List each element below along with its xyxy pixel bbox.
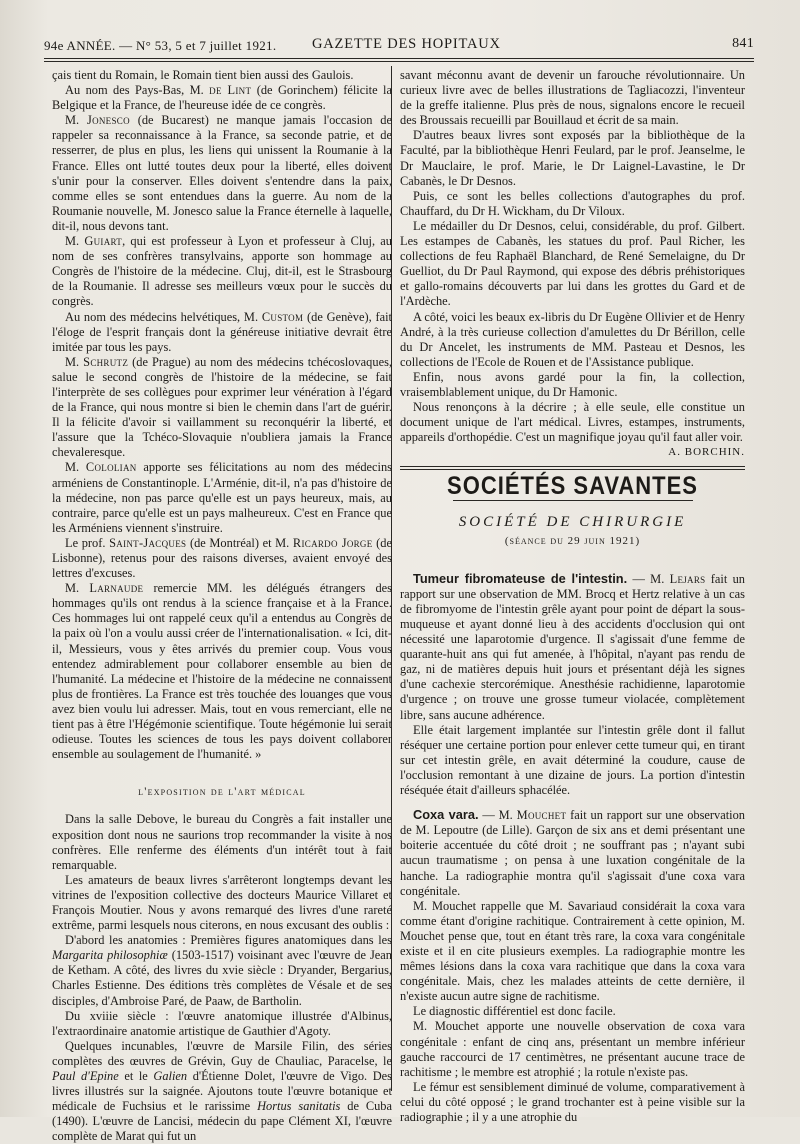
- paragraph: D'abord les anatomies : Premières figures anatomiques dans les Margarita philosophiæ (1503-1517) voisinant avec l'œuvre de Jean de Ketham. A côté, des livres du xvie siècle : Dryander, Bergarius, Charles Estienne. Des éditions très complètes de Vésale et de ses disciples, d'Ambroise Paré, de Paaw, de Bartholin.: [52, 933, 392, 1008]
- paragraph: M. Cololian apporte ses félicitations au nom des médecins arméniens de Constantinople. L'Arménie, dit-il, n'a pas d'histoire de la médecine, non pas parce qu'elle est un pays heureux, mais, au contraire, parce qu'elle est un pays malheureux. C'est en France que les Arméniens viennent s'instruire.: [52, 460, 392, 535]
- header-rule: [44, 58, 754, 59]
- paragraph: A côté, voici les beaux ex-libris du Dr Eugène Ollivier et de Henry André, à la très curieuse collection d'amulettes du Dr Bérillon, celle du Dr Ancelet, les instruments de MM. Pasteau et Desnos, les collections de l'Ecole de Rouen et de l'Assistance publique.: [400, 309, 745, 369]
- person-name: Ricardo Jorge: [292, 535, 373, 550]
- paragraph: Puis, ce sont les belles collections d'autographes du prof. Chauffard, du Dr H. Wickham, du Dr Viloux.: [400, 188, 745, 218]
- person-name: Cololian: [85, 460, 137, 475]
- person-name: de Lint: [209, 83, 252, 98]
- section-rule: [400, 466, 745, 467]
- person-name: Guiart: [84, 234, 123, 249]
- person-name: Larnaude: [89, 581, 144, 596]
- page-number: 841: [732, 36, 754, 51]
- paragraph: Au nom des médecins helvétiques, M. Custom (de Genève), fait l'éloge de l'esprit français dont la généreuse initiative devrait être imitée par tous les pays.: [52, 309, 392, 354]
- paragraph: Elle était largement implantée sur l'intestin grêle dont il fallut réséquer une certaine portion pour enlever cette tumeur qui, en tirant sur cet intestin grêle, en avait déterminé la coudure, cause de l'occlusion remontant à une dizaine de jours. La portion d'intestin réséquée était d'ailleurs sphacélée.: [400, 722, 745, 798]
- paragraph: Le médailler du Dr Desnos, celui, considérable, du prof. Gilbert. Les estampes de Cabanès, les statues du prof. Paul Richer, les collections de feu Raphaël Blanchard, de René Semelaigne, du Dr Guelliot, du Dr Paul Raymond, qui expose des débris préhistoriques et gallo-romains découverts par lui dans les grottes du Gard et de l'Ardèche.: [400, 218, 745, 309]
- paragraph: M. Jonesco (de Bucarest) ne manque jamais l'occasion de rappeler sa reconnaissance à la France, sa seconde patrie, et de resserrer, de plus en plus, les liens qui unissent la Roumanie à la France. Elles ont lutté toutes deux pour la liberté, elles doivent s'unir pour la conserver. Elles doivent s'entendre dans la paix, comme elles se sont entendues dans la guerre. Au nom de la Roumanie nouvelle, M. Jonesco salue la France éternelle à laquelle, dit-il, nous devons tant.: [52, 113, 392, 233]
- article-title: Tumeur fibromateuse de l'intestin.: [413, 570, 628, 586]
- paragraph: M. Larnaude remercie MM. les délégués étrangers des hommages qu'ils ont rendus à la science française et à la France. Ces hommages lui ont rappelé ceux qu'il a entendus au Congrès de la paix où l'on a voulu aussi créer de l'internationalisation. « Ici, dit-il, Messieurs, vous y êtes arrivés du premier coup. Vous vous entendez admirablement pour collaborer ensemble au bien de l'humanité. La médecine et l'histoire de la médecine ne connaissent plus de frontières. La France est très touchée des louanges que vous avez bien voulu lui adresser. Mais, tout en vous remerciant, elle ne tient pas à être l'Hégémonie scientifique. Toute hégémonie lui serait odieuse. Toutes les sciences de tous les pays doivent collaborer ensemble au soulagement de l'humanité. »: [52, 581, 392, 762]
- paragraph: çais tient du Romain, le Romain tient bien aussi des Gaulois.: [52, 68, 354, 82]
- paragraph: Le prof. Saint-Jacques (de Montréal) et M. Ricardo Jorge (de Lisbonne), retenus pour des raisons diverses, avaient envoyé des lettres d'excuses.: [52, 535, 392, 581]
- book-title: Margarita philosophiæ: [52, 948, 168, 963]
- book-title: Paul d'Epine: [52, 1069, 119, 1083]
- paragraph: M. Mouchet apporte une nouvelle observation de coxa vara congénitale : enfant de cinq ans, présentant un membre inférieur gauche raccourci de 17 centimètres, ne présentant aucune trace de rachitisme ; le membre est atrophié ; la rotule n'existe pas.: [400, 1019, 745, 1079]
- person-name: Lejars: [669, 571, 706, 586]
- signature: A. BORCHIN.: [668, 446, 745, 459]
- paragraph: M. Schrutz (de Prague) au nom des médecins tchécoslovaques, salue le second congrès de l'histoire de la médecine, se fait l'interprète de ses collègues pour exprimer leur vénération à l'égard de la France, qui nous montre si bien le chemin dans l'art de guérir. Il la félicite d'avoir si vaillamment su reconquérir la liberté, et l'assure que la Tchéco-Slovaquie n'oubliera jamais la France chevaleresque.: [52, 354, 392, 460]
- paragraph: Au nom des Pays-Bas, M. de Lint (de Gorinchem) félicite la Belgique et la France, de l'heureuse idée de ce congrès.: [52, 83, 392, 113]
- paragraph: Quelques incunables, l'œuvre de Marsile Filin, des séries complètes des œuvres de Grévin, Guy de Chauliac, Paracelse, le Paul d'Epine et le Galien d'Étienne Dolet, l'œuvre de Vigo. Des livres illustrés sur la saignée. Ajoutons toute l'œuvre botanique et médicale de Fuchsius et le rarissime Hortus sanitatis de Cuba (1490). L'œuvre de Lancisi, médecin du pape Clément XI, l'œuvre complète de Marat qui fut un: [52, 1038, 393, 1144]
- paragraph: D'autres beaux livres sont exposés par la bibliothèque de la Faculté, par la bibliothèque Henri Feulard, par le prof. Jeanselme, le Dr Mauclaire, le prof. Marie, le Dr Laignel-Lavastine, le Dr Cabanès, le Dr Desnos.: [400, 128, 745, 188]
- person-name: Jonesco: [86, 113, 130, 128]
- person-name: Saint-Jacques: [109, 535, 187, 550]
- issue-info: 94e ANNÉE. — N° 53, 5 et 7 juillet 1921.: [44, 38, 277, 53]
- paragraph: savant méconnu avant de devenir un farouche révolutionnaire. Un curieux livre avec de belles illustrations de Tagliacozzi, l'inventeur de la greffe italienne. Plus près de nous, signalons encore le recueil des Broussais recueilli par Bouillaud et écrit de sa main.: [400, 68, 745, 128]
- person-name: Schrutz: [83, 354, 129, 369]
- session-date: (séance du 29 juin 1921): [504, 534, 641, 547]
- paragraph: Dans la salle Debove, le bureau du Congrès a fait installer une exposition dont nous ne saurions trop recommander la visite à nos confrères. Elle renferme des éléments d'un intérêt tout à fait remarquable.: [52, 812, 392, 872]
- left-column: [52, 68, 392, 1144]
- person-name: Mouchet: [516, 808, 567, 823]
- book-title: Galien: [153, 1069, 188, 1083]
- paragraph: M. Guiart, qui est professeur à Lyon et professeur à Cluj, au nom de ses confrères transylvains, apporte son hommage au Congrès de l'histoire de la médecine. Cluj, dit-il, est le Strasbourg de la Roumanie. Il adresse ses meilleurs vœux pour le succès du congrès.: [52, 234, 393, 309]
- paragraph: Du xviiie siècle : l'œuvre anatomique illustrée d'Albinus, l'extraordinaire anatomie artistique de Gauthier d'Agoty.: [52, 1008, 392, 1038]
- paragraph: Tumeur fibromateuse de l'intestin. — M. Lejars fait un rapport sur une observation de MM. Brocq et Hertz relative à un cas de fibromyome de l'intestin grêle ayant pour point de départ la sous-muqueuse et ayant donné lieu à des accidents d'occlusion qui ont nécessité une laparotomie d'urgence. Il s'agissait d'une femme de quarante-huit ans qui fut amenée, à l'hôpital, n'ayant pas rendu de gaz, ni de matières depuis huit jours et présentant déjà les signes d'une cachexie stercorémique. Anesthésie rachidienne, laparotomie d'urgence ; on trouve une grosse tumeur violacée, complètement libre, sans aucune adhérence.: [400, 570, 745, 722]
- section-banner: SOCIÉTÉS SAVANTES: [447, 471, 698, 501]
- journal-title: GAZETTE DES HOPITAUX: [312, 36, 501, 52]
- article-title: Coxa vara.: [413, 807, 479, 823]
- paragraph: M. Mouchet rappelle que M. Savariaud considérait la coxa vara comme étant d'origine rachitique. Contrairement à cette opinion, M. Mouchet pense que, tout en étant très rare, la coxa vara congénitale existe et il en cite plusieurs exemples. La radiographie montre les mêmes lésions dans la coxa vara rachitique que dans la coxa vara congénitale. Mais, chez les malades atteints de cette dernière, il n'existe aucun autre signe de rachitisme.: [400, 898, 745, 1004]
- book-title: Hortus sanitatis: [257, 1099, 341, 1114]
- header-rule: [44, 61, 754, 62]
- paragraph: Coxa vara. — M. Mouchet fait un rapport sur une observation de M. Lepoutre (de Lille). Garçon de six ans et demi présentant une boiterie accentuée du côté droit ; ne souffrant pas ; n'ayant subi aucun traumatisme ; on pensa à une luxation congénitale de la hanche. La radiographie montra qu'il s'agissait d'une coxa vara congénitale.: [400, 807, 745, 898]
- person-name: Custom: [261, 309, 304, 324]
- paragraph: Enfin, nous avons gardé pour la fin, la collection, vraisemblablement unique, du Dr Hamonic.: [400, 369, 745, 399]
- paragraph: Nous renonçons à la décrire ; à elle seule, elle constitue un document unique de l'art médical. Livres, estampes, instruments, appareils d'orthopédie. C'est un magnifique joyau qu'il faut aller voir.: [400, 400, 745, 445]
- page-header: [44, 34, 754, 58]
- section-heading: l'exposition de l'art médical: [138, 784, 306, 799]
- society-title: SOCIÉTÉ DE CHIRURGIE: [458, 513, 687, 530]
- paragraph: Le fémur est sensiblement diminué de volume, comparativement à celui du côté opposé ; le grand trochanter est à peine visible sur la radiographie ; il y a une atrophie du: [400, 1079, 745, 1124]
- paragraph: Les amateurs de beaux livres s'arrêteront longtemps devant les vitrines de l'exposition collective des docteurs Maurice Villaret et François Moutier. Nous y avons remarqué des livres d'une rareté extrême, parmi lesquels nous citerons, en nous excusant des oublis :: [52, 872, 392, 933]
- right-column: [400, 68, 745, 1125]
- paragraph: Le diagnostic différentiel est donc facile.: [413, 1004, 616, 1019]
